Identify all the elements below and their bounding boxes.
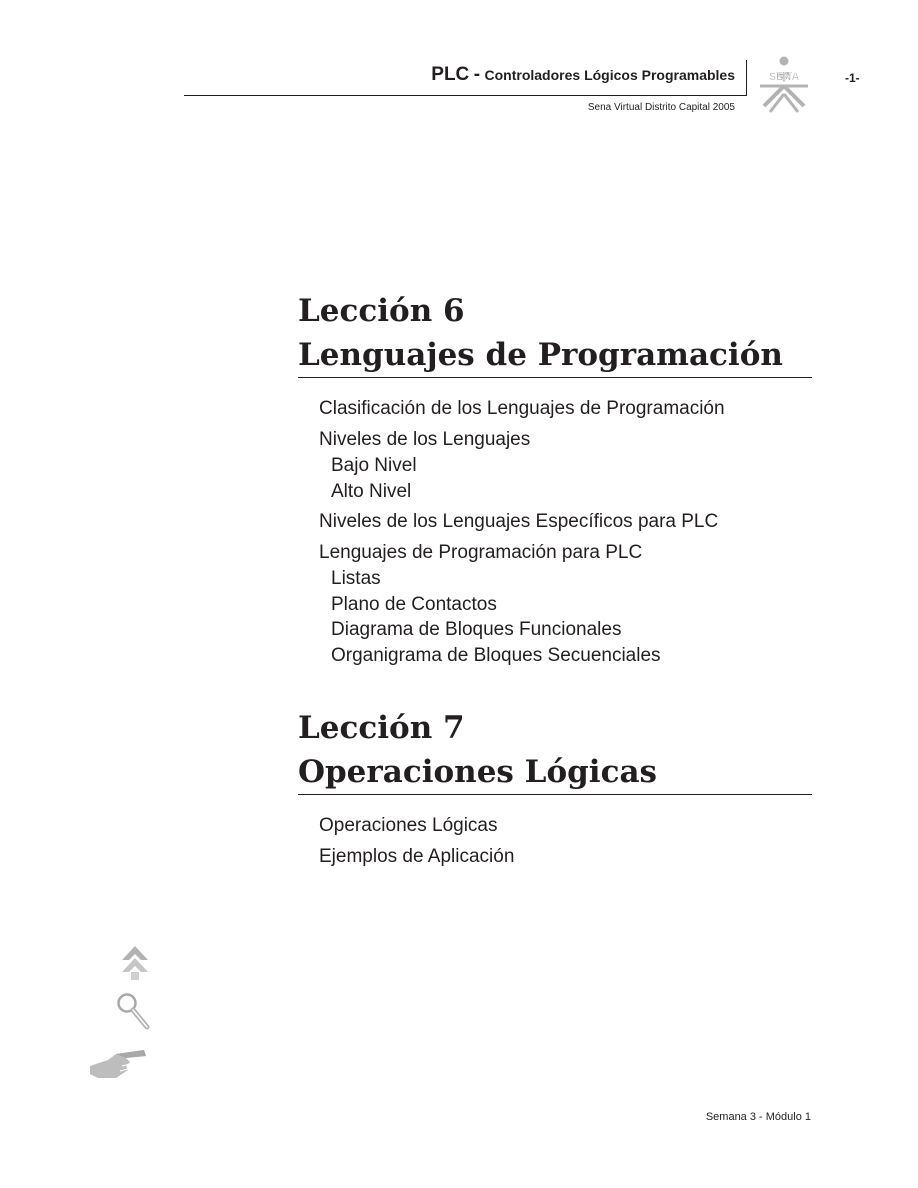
- subtopic-item: Listas: [331, 568, 381, 589]
- subtopic-item: Diagrama de Bloques Funcionales: [331, 619, 622, 640]
- subtopic-item: Alto Nivel: [331, 480, 412, 502]
- lesson-title: Operaciones Lógicas: [298, 754, 657, 790]
- logo-text: SENA: [768, 71, 800, 83]
- header-title-sub: Controladores Lógicos Programables: [484, 67, 735, 83]
- up-arrows-icon[interactable]: [118, 944, 152, 982]
- header-rule: [184, 95, 746, 96]
- subtopic-item: Organigrama de Bloques Secuenciales: [331, 644, 661, 666]
- lesson-rule: [298, 794, 812, 795]
- document-header-title: [431, 64, 735, 86]
- page-number: -1-: [845, 71, 860, 85]
- sena-logo: [754, 56, 814, 114]
- lesson-number: Lección 7: [298, 710, 465, 746]
- subtopic-item: Plano de Contactos: [331, 593, 497, 615]
- lesson-6-topics: [319, 396, 725, 668]
- lesson-rule: [298, 377, 812, 378]
- topic-item: Operaciones Lógicas: [319, 815, 498, 836]
- lesson-number: Lección 6: [298, 293, 465, 329]
- lesson-7-topics: [319, 813, 514, 870]
- page-footer: Semana 3 - Módulo 1: [705, 1111, 811, 1123]
- header-divider: [746, 60, 747, 96]
- topic-item: Niveles de los Lenguajes Específicos para PLC: [319, 511, 719, 532]
- subtopic-item: Bajo Nivel: [331, 455, 417, 476]
- header-title-separator: -: [473, 64, 481, 85]
- header-title-main: PLC: [431, 64, 470, 85]
- lesson-title: Lenguajes de Programación: [298, 337, 783, 373]
- pointing-hand-icon[interactable]: [86, 1044, 150, 1084]
- topic-item: Niveles de los Lenguajes: [319, 429, 531, 450]
- lesson-7-heading: [298, 706, 812, 795]
- topic-item: Lenguajes de Programación para PLC: [319, 542, 643, 563]
- magnifier-icon[interactable]: [114, 990, 154, 1032]
- header-meta: Sena Virtual Distrito Capital 2005: [587, 102, 735, 113]
- topic-item: Ejemplos de Aplicación: [319, 846, 515, 867]
- topic-item: Clasificación de los Lenguajes de Programación: [319, 398, 725, 419]
- lesson-6-heading: [298, 289, 812, 378]
